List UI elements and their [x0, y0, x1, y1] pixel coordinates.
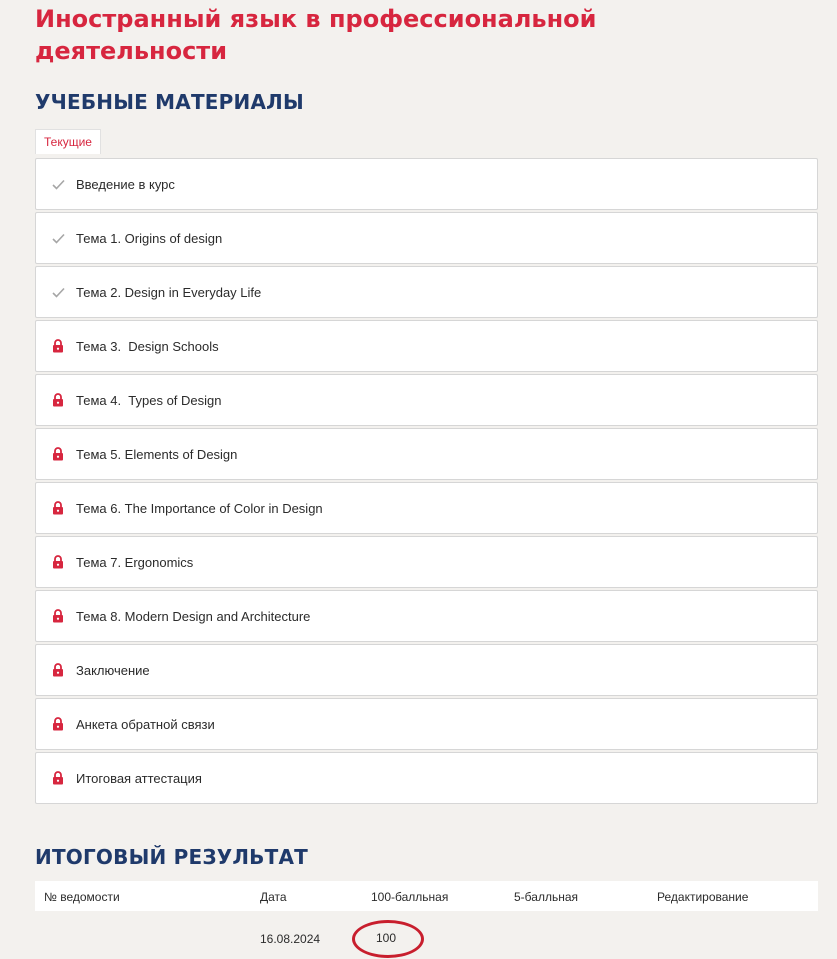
course-title: Иностранный язык в профессиональной деятельности	[35, 5, 597, 65]
material-item[interactable]	[35, 752, 818, 804]
material-item-label: Анкета обратной связи	[76, 716, 215, 732]
material-item[interactable]	[35, 212, 818, 264]
lock-icon	[51, 447, 65, 461]
lock-icon	[51, 339, 65, 353]
material-item[interactable]	[35, 158, 818, 210]
material-item-label: Тема 1. Origins of design	[76, 230, 223, 246]
lock-icon	[51, 501, 65, 515]
col-sheet-number: № ведомости	[44, 890, 120, 904]
materials-list	[35, 158, 818, 806]
material-item-label: Тема 3. Design Schools	[76, 338, 219, 354]
material-item[interactable]	[35, 266, 818, 318]
lock-icon	[51, 555, 65, 569]
lock-icon	[51, 717, 65, 731]
material-item-label: Тема 5. Elements of Design	[76, 446, 238, 462]
material-item-label: Тема 6. The Importance of Color in Design	[76, 500, 323, 516]
col-edit: Редактирование	[657, 890, 749, 904]
material-item[interactable]	[35, 374, 818, 426]
material-item[interactable]	[35, 644, 818, 696]
row-score-100: 100	[376, 931, 397, 945]
results-heading: ИТОГОВЫЙ РЕЗУЛЬТАТ	[35, 845, 308, 869]
material-item-label: Заключение	[76, 662, 150, 678]
check-icon	[51, 177, 65, 191]
lock-icon	[51, 393, 65, 407]
material-item-label: Тема 4. Types of Design	[76, 392, 222, 408]
material-item-label: Тема 7. Ergonomics	[76, 554, 194, 570]
material-item[interactable]	[35, 320, 818, 372]
material-item-label: Тема 8. Modern Design and Architecture	[76, 608, 311, 624]
results-table	[35, 881, 818, 911]
lock-icon	[51, 663, 65, 677]
material-item[interactable]	[35, 590, 818, 642]
material-item[interactable]	[35, 698, 818, 750]
row-date: 16.08.2024	[260, 932, 321, 946]
lock-icon	[51, 771, 65, 785]
check-icon	[51, 285, 65, 299]
col-score-100: 100-балльная	[371, 890, 449, 904]
material-item[interactable]	[35, 482, 818, 534]
score-highlight-ellipse	[352, 920, 424, 958]
material-item-label: Введение в курс	[76, 176, 175, 192]
material-item-label: Тема 2. Design in Everyday Life	[76, 284, 262, 300]
col-score-5: 5-балльная	[514, 890, 578, 904]
material-item-label: Итоговая аттестация	[76, 770, 202, 786]
table-header	[35, 881, 818, 911]
material-item[interactable]	[35, 428, 818, 480]
check-icon	[51, 231, 65, 245]
tab-current[interactable]: Текущие	[35, 129, 101, 154]
material-item[interactable]	[35, 536, 818, 588]
col-date: Дата	[260, 890, 287, 904]
materials-heading: УЧЕБНЫЕ МАТЕРИАЛЫ	[35, 90, 304, 114]
lock-icon	[51, 609, 65, 623]
